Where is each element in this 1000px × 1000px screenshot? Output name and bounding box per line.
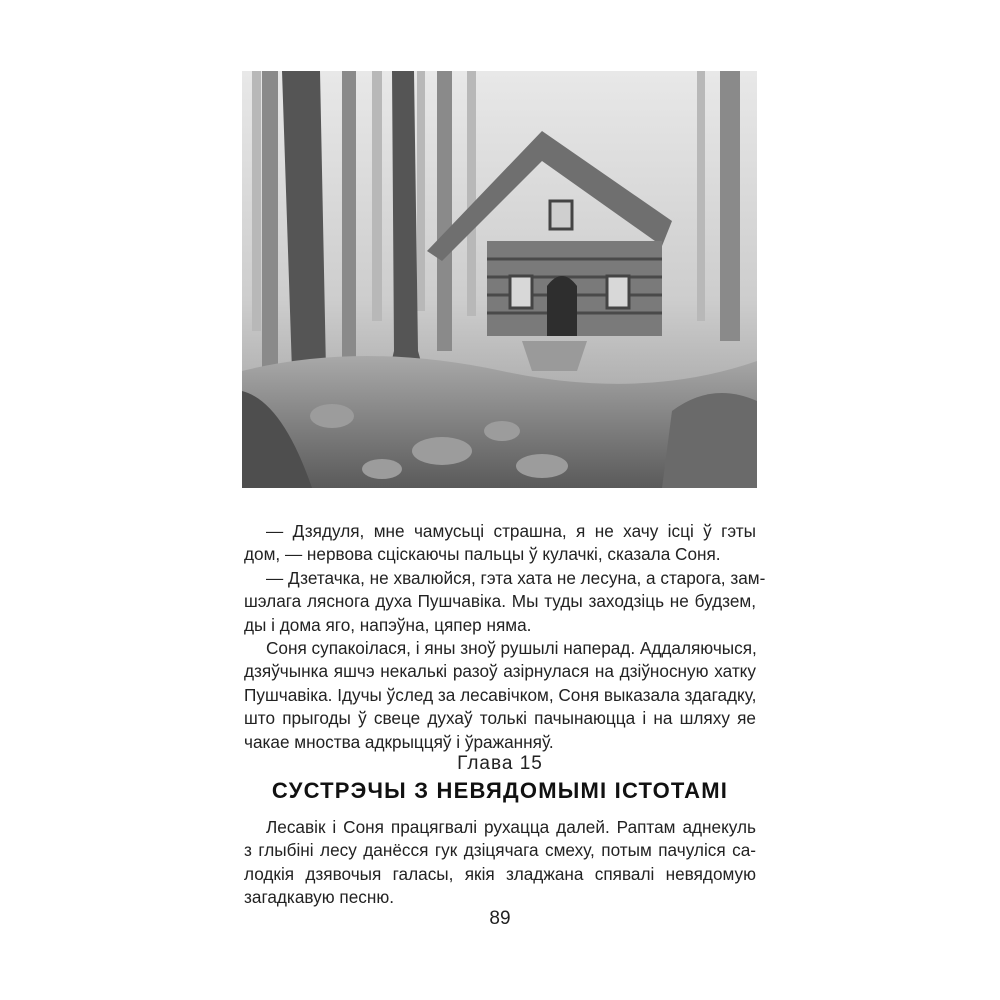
chapter-label: Глава 15 bbox=[457, 753, 543, 774]
text-line: з глыбіні лесу данёсся гук дзіцячага смеху, потым пачуліся са- bbox=[244, 840, 756, 861]
text-line: дзяўчынка яшчэ некалькі разоў азірнулася на дзіўносную хатку bbox=[244, 661, 756, 682]
text-line: загадкавую песню. bbox=[244, 887, 395, 908]
text-line: — Дзетачка, не хвалюйся, гэта хата не лесуна, а старога, зам- bbox=[266, 567, 766, 588]
text-line: Пушчавіка. Ідучы ўслед за лесавічком, Соня выказала здагадку, bbox=[244, 684, 757, 705]
text-line: Соня супакоілася, і яны зноў рушылі наперад. Аддаляючыся, bbox=[266, 638, 757, 659]
text-line: чакае мноства адкрыццяў і ўражанняў. bbox=[244, 731, 554, 752]
text-line: лодкія дзявочыя галасы, якія зладжана спявалі невядомую bbox=[244, 863, 756, 884]
text-block-after-chapter bbox=[244, 816, 756, 910]
chapter-title: СУСТРЭЧЫ З НЕВЯДОМЫМІ ІСТОТАМІ bbox=[271, 778, 729, 803]
paragraph bbox=[244, 816, 756, 910]
text-line: дом, — нервова сціскаючы пальцы ў кулачкі, сказала Соня. bbox=[244, 544, 721, 565]
paragraph bbox=[244, 567, 766, 637]
forest-hut-illustration-icon bbox=[242, 71, 757, 488]
paragraph bbox=[244, 520, 756, 567]
text-line: шэлага ляснога духа Пушчавіка. Мы туды заходзіць не будзем, bbox=[244, 591, 756, 612]
text-block-before-chapter bbox=[244, 520, 766, 754]
text-line: што прыгоды ў свеце духаў толькі пачынаюцца і на шляху яе bbox=[244, 708, 756, 729]
text-line: Лесавік і Соня працягвалі рухацца далей. Раптам аднекуль bbox=[266, 817, 756, 837]
forest-hut-illustration bbox=[242, 71, 757, 488]
page-number: 89 bbox=[489, 908, 511, 929]
paragraph bbox=[244, 637, 756, 754]
text-line: — Дзядуля, мне чамусьці страшна, я не хачу ісці ў гэты bbox=[266, 521, 756, 541]
text-line: ды і дома яго, напэўна, цяпер няма. bbox=[244, 614, 532, 635]
